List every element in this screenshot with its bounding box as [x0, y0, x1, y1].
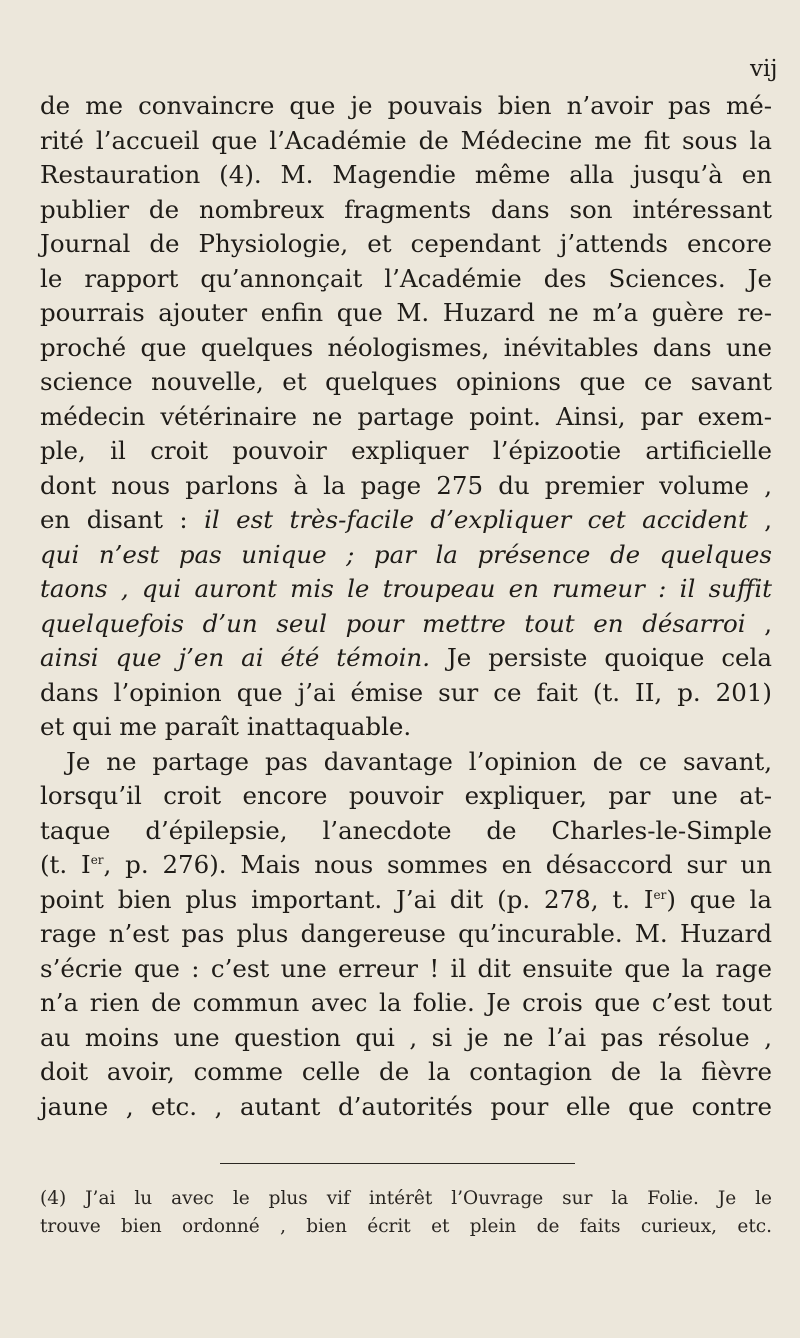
- text-run: publier de nombreux fragments dans son intéressant: [40, 194, 772, 224]
- text-line: [40, 538, 772, 573]
- text-run: et qui me paraît inattaquable.: [40, 712, 412, 741]
- text-run: , p. 276). Mais nous sommes en désaccord sur un: [103, 850, 772, 879]
- text-line: [40, 365, 772, 400]
- text-run: pourrais ajouter enfin que M. Huzard ne m’a guère re-: [40, 298, 772, 327]
- text-run: le rapport qu’annonçait l’Académie des Sciences. Je: [40, 263, 772, 293]
- text-line: [40, 1021, 772, 1056]
- italic-text: il est très-facile d’expliquer cet accident: [204, 505, 748, 534]
- text-line: [40, 710, 772, 745]
- text-line: [40, 1090, 772, 1125]
- text-run: rage n’est pas plus dangereuse qu’incurable. M. Huzard: [40, 919, 772, 948]
- text-line: [40, 779, 772, 814]
- text-line: [40, 124, 772, 159]
- text-run: dont nous parlons à la page 275 du premier volume ,: [40, 470, 772, 500]
- text-line: [40, 227, 772, 262]
- text-line: [40, 469, 772, 504]
- superscript: er: [90, 853, 104, 867]
- text-line: [40, 883, 772, 918]
- text-run: point bien plus important. J’ai dit (p. 278, t. I: [40, 884, 654, 914]
- text-line: [40, 331, 772, 366]
- text-run: médecin vétérinaire ne partage point. Ainsi, par exem-: [40, 401, 772, 431]
- text-run: au moins une question qui , si je ne l’ai pas résolue ,: [40, 1022, 772, 1052]
- text-run: ,: [745, 608, 772, 638]
- footnote: [40, 1185, 772, 1241]
- text-line: [40, 986, 772, 1021]
- text-line: [40, 1055, 772, 1090]
- text-run: lorsqu’il croit encore pouvoir expliquer, par une at-: [40, 781, 772, 810]
- text-run: ple, il croit pouvoir expliquer l’épizootie artificielle: [40, 436, 772, 465]
- text-line: [40, 952, 772, 987]
- text-run: rité l’accueil que l’Académie de Médecine me fit sous la: [40, 125, 772, 155]
- text-run: doit avoir, comme celle de la contagion de la fièvre: [40, 1057, 772, 1086]
- text-run: taque d’épilepsie, l’anecdote de Charles-le-Simple: [40, 815, 772, 845]
- text-run: de me convaincre que je pouvais bien n’avoir pas mé-: [40, 91, 772, 120]
- text-line: [40, 745, 772, 780]
- text-run: jaune , etc. , autant d’autorités pour elle que contre: [40, 1091, 772, 1121]
- text-run: en disant :: [40, 505, 205, 534]
- text-run: trouve bien ordonné , bien écrit et plein de faits curieux, etc.: [40, 1216, 772, 1237]
- page-number: vij: [750, 56, 778, 82]
- text-run: ,: [747, 505, 772, 534]
- superscript: er: [653, 887, 667, 902]
- text-line: [40, 572, 772, 607]
- text-run: Je ne partage pas davantage l’opinion de ce savant,: [66, 746, 772, 776]
- italic-text: qui n’est pas unique ; par la présence de quelques: [40, 539, 772, 569]
- text-line: [40, 848, 772, 883]
- italic-text: quelquefois d’un seul pour mettre tout en désarroi: [40, 608, 746, 638]
- text-line: [40, 400, 772, 435]
- text-run: n’a rien de commun avec la folie. Je crois que c’est tout: [40, 988, 772, 1017]
- text-line: [40, 262, 772, 297]
- text-line: [40, 917, 772, 952]
- text-line: [40, 193, 772, 228]
- text-line: [40, 607, 772, 642]
- text-line: [40, 676, 772, 711]
- text-run: Je persiste quoique cela: [430, 643, 772, 672]
- body-text: [40, 89, 772, 1124]
- text-line: [40, 434, 772, 469]
- footnote-line: [40, 1185, 772, 1213]
- text-run: (t. I: [40, 850, 91, 879]
- text-line: [40, 296, 772, 331]
- text-run: s’écrie que : c’est une erreur ! il dit ensuite que la rage: [40, 953, 772, 983]
- text-line: [40, 641, 772, 676]
- footnote-line: [40, 1213, 772, 1241]
- text-run: science nouvelle, et quelques opinions que ce savant: [40, 367, 772, 396]
- text-run: Restauration (4). M. Magendie même alla jusqu’à en: [40, 160, 772, 189]
- text-line: [40, 89, 772, 124]
- text-run: Journal de Physiologie, et cependant j’attends encore: [40, 229, 772, 258]
- text-run: (4) J’ai lu avec le plus vif intérêt l’Ouvrage sur la Folie. Je le: [40, 1188, 772, 1209]
- text-line: [40, 503, 772, 538]
- text-run: proché que quelques néologismes, inévitables dans une: [40, 332, 772, 362]
- footnote-divider: [220, 1163, 575, 1164]
- text-line: [40, 814, 772, 849]
- text-run: dans l’opinion que j’ai émise sur ce fait (t. II, p. 201): [40, 677, 772, 707]
- italic-text: taons , qui auront mis le troupeau en rumeur : il suffit: [40, 574, 772, 603]
- text-line: [40, 158, 772, 193]
- italic-text: ainsi que j’en ai été témoin.: [40, 643, 430, 672]
- text-run: ) que la: [666, 884, 772, 914]
